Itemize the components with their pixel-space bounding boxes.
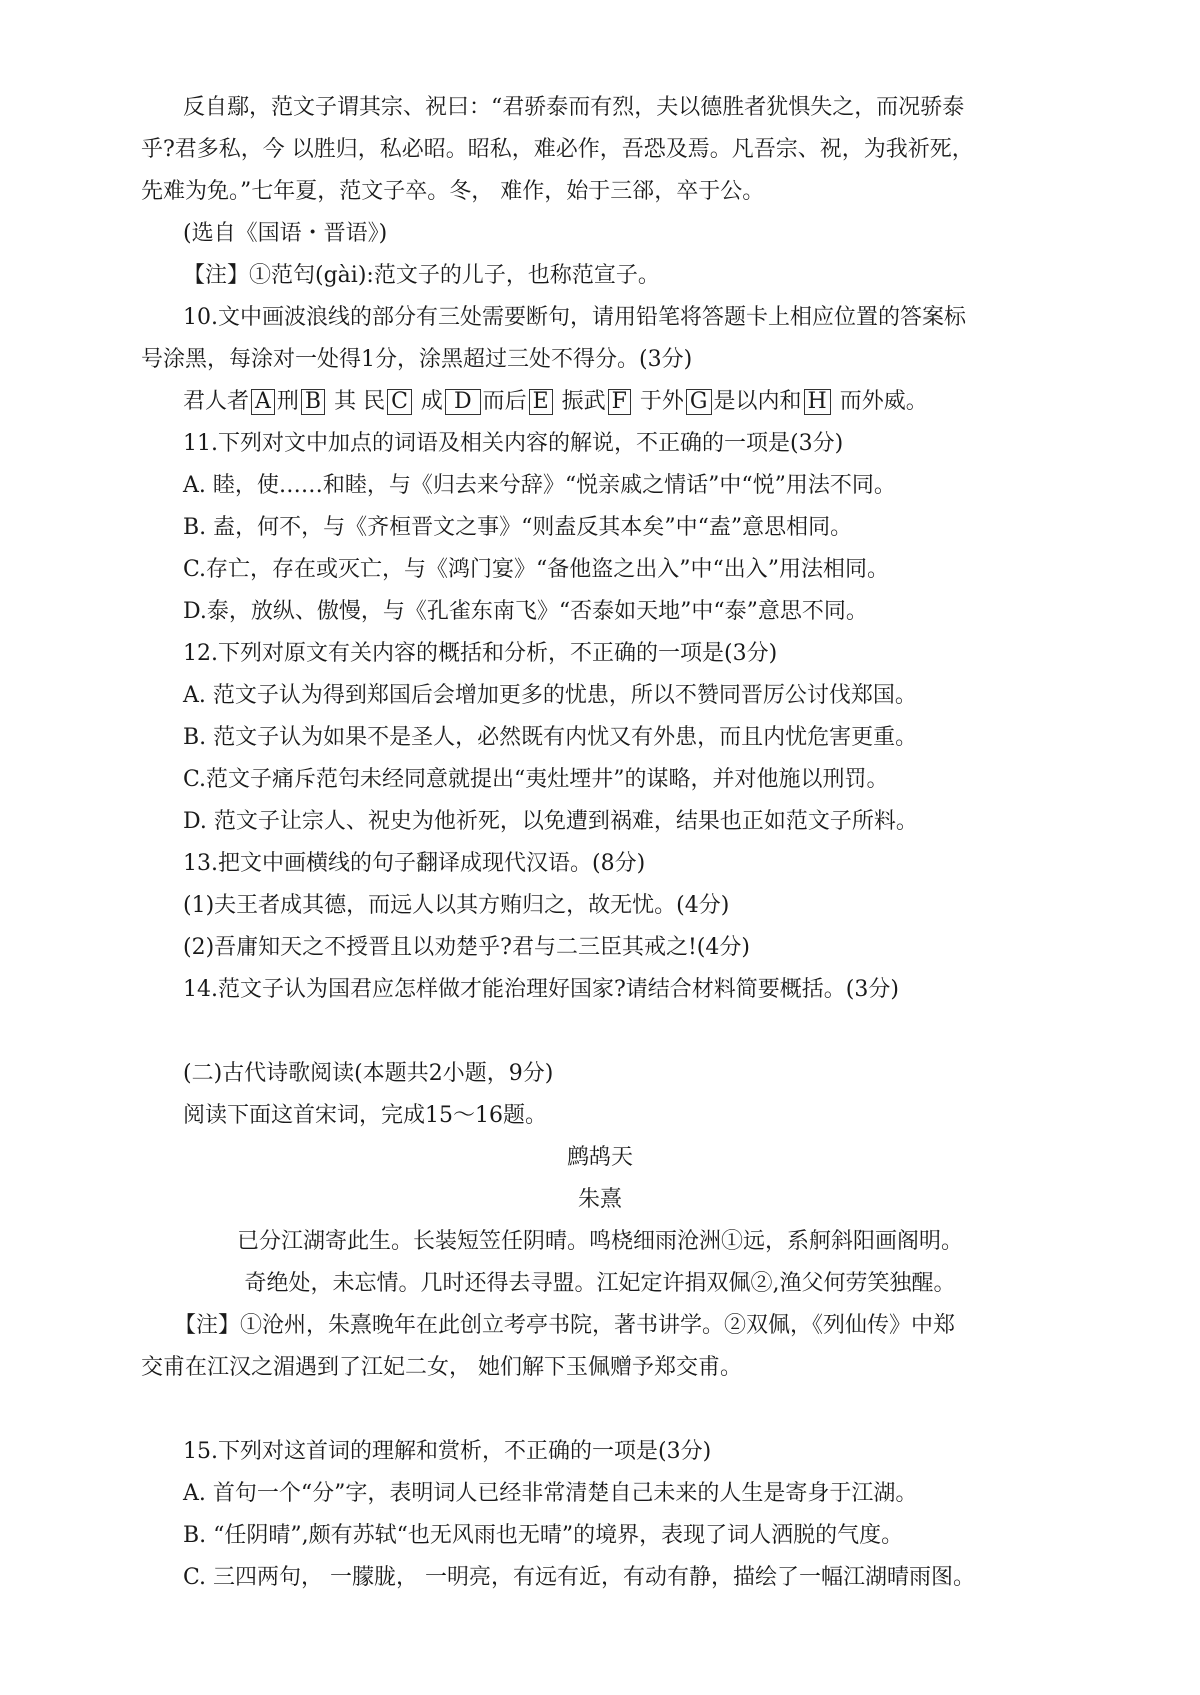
q11-option-d: D.泰，放纵、傲慢，与《孔雀东南飞》“否泰如天地”中“泰”意思不同。 — [183, 599, 868, 624]
passage-line-3: 先难为免。”七年夏，范文子卒。冬， 难作，始于三郤，卒于公。 — [141, 179, 765, 204]
q15-option-b: B. “任阴晴”,颇有苏轼“也无风雨也无晴”的境界，表现了词人洒脱的气度。 — [183, 1523, 904, 1548]
q11-option-b: B. 盍，何不，与《齐桓晋文之事》“则盍反其本矣”中“盍”意思相同。 — [183, 515, 853, 540]
poem-title: 鹧鸪天 — [566, 1145, 633, 1170]
q11-option-a: A. 睦，使……和睦，与《归去来兮辞》“悦亲戚之情话”中“悦”用法不同。 — [183, 473, 896, 498]
poem-line-2: 奇绝处，未忘情。几时还得去寻盟。江妃定许捐双佩②,渔父何劳笑独醒。 — [244, 1271, 956, 1296]
poetry-section-title: (二)古代诗歌阅读(本题共2小题，9分) — [183, 1061, 554, 1086]
q10-box-e: E — [529, 389, 553, 415]
q13-sentence-2: (2)吾庸知天之不授晋且以劝楚乎?君与二三臣其戒之!(4分) — [183, 935, 750, 960]
q15-option-a: A. 首句一个“分”字，表明词人已经非常清楚自己未来的人生是寄身于江湖。 — [183, 1481, 918, 1506]
poem-line-1: 已分江湖寄此生。长装短笠任阴晴。鸣桡细雨沧洲①远，系舸斜阳画阁明。 — [236, 1229, 963, 1254]
q10-stem-line-1: 10.文中画波浪线的部分有三处需要断句，请用铅笔将答题卡上相应位置的答案标 — [183, 305, 966, 330]
q12-option-b: B. 范文子认为如果不是圣人，必然既有内忧又有外患，而且内忧危害更重。 — [183, 725, 918, 750]
q13-stem: 13.把文中画横线的句子翻译成现代汉语。(8分) — [183, 851, 646, 876]
q10-box-d: D — [445, 389, 481, 415]
q10-seg-7: 是以内和 — [713, 389, 802, 414]
passage-line-1: 反自鄢，范文子谓其宗、祝曰：“君骄泰而有烈，夫以德胜者犹惧失之，而况骄泰 — [183, 95, 965, 120]
q15-option-c: C. 三四两句， 一朦胧， 一明亮，有远有近，有动有静，描绘了一幅江湖晴雨图。 — [183, 1565, 976, 1590]
q12-stem: 12.下列对原文有关内容的概括和分析，不正确的一项是(3分) — [183, 641, 778, 666]
q11-stem: 11.下列对文中加点的词语及相关内容的解说，不正确的一项是(3分) — [183, 431, 844, 456]
poetry-intro: 阅读下面这首宋词，完成15～16题。 — [183, 1103, 547, 1128]
q10-box-b: B — [301, 389, 325, 415]
q10-seg-2: 其 民 — [327, 389, 386, 414]
poem-author: 朱熹 — [577, 1187, 622, 1212]
q10-box-a: A — [251, 389, 275, 415]
q10-box-f: F — [608, 389, 631, 415]
q15-stem: 15.下列对这首词的理解和赏析，不正确的一项是(3分) — [183, 1439, 712, 1464]
q10-seg-1: 刑 — [276, 389, 299, 414]
passage-line-2: 乎?君多私，今 以胜归，私必昭。昭私，难必作，吾恐及焉。凡吾宗、祝，为我祈死， — [141, 137, 974, 162]
poem-note-line-2: 交甫在江汉之湄遇到了江妃二女， 她们解下玉佩赠予郑交甫。 — [141, 1355, 742, 1380]
poem-note-line-1: 【注】①沧州，朱熹晚年在此创立考亭书院，著书讲学。②双佩，《列仙传》中郑 — [174, 1313, 956, 1338]
q12-option-d: D. 范文子让宗人、祝史为他祈死，以免遭到祸难，结果也正如范文子所料。 — [183, 809, 918, 834]
q12-option-a: A. 范文子认为得到郑国后会增加更多的忧患，所以不赞同晋厉公讨伐郑国。 — [183, 683, 917, 708]
q10-seg-4: 而后 — [482, 389, 527, 414]
passage-source: (选自《国语・晋语》) — [183, 221, 388, 246]
q10-sentence — [183, 387, 928, 417]
q10-stem-line-2: 号涂黑，每涂对一处得1分，涂黑超过三处不得分。(3分) — [141, 347, 693, 372]
q10-box-g: G — [686, 389, 712, 415]
q10-seg-8: 而外威。 — [832, 389, 928, 414]
q10-seg-0: 君人者 — [183, 389, 250, 414]
q10-seg-6: 于外 — [632, 389, 684, 414]
q10-box-c: C — [387, 389, 412, 415]
q12-option-c: C.范文子痛斥范匄未经同意就提出“夷灶堙井”的谋略，并对他施以刑罚。 — [183, 767, 889, 792]
q10-seg-3: 成 — [413, 389, 443, 414]
q10-seg-5: 振武 — [554, 389, 606, 414]
q10-box-h: H — [804, 389, 831, 415]
passage-note: 【注】①范匄(gài):范文子的儿子，也称范宣子。 — [183, 263, 660, 288]
q11-option-c: C.存亡，存在或灭亡，与《鸿门宴》“备他盗之出入”中“出入”用法相同。 — [183, 557, 890, 582]
q13-sentence-1: (1)夫王者成其德，而远人以其方贿归之，故无忧。(4分) — [183, 893, 730, 918]
q14-stem: 14.范文子认为国君应怎样做才能治理好国家?请结合材料简要概括。(3分) — [183, 977, 899, 1002]
